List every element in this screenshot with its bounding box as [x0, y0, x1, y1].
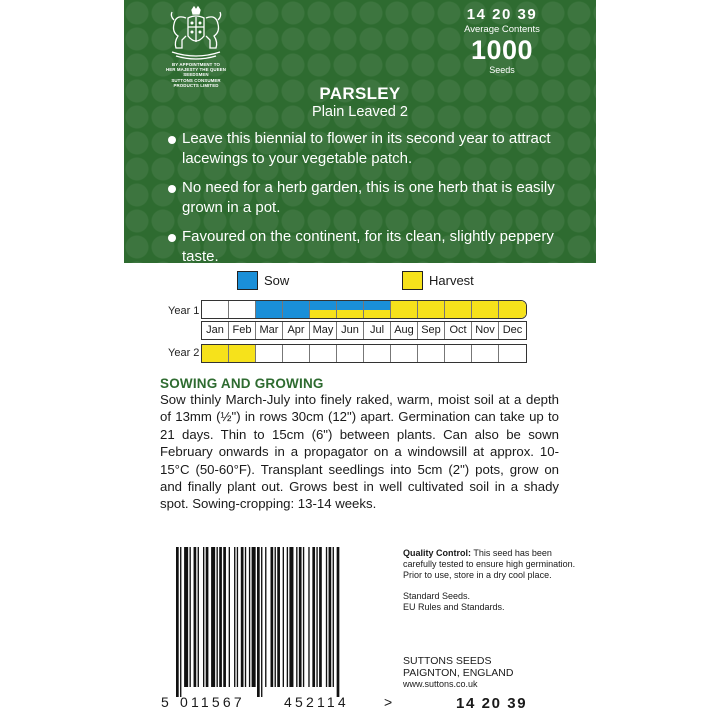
- barcode-bar: [312, 547, 315, 687]
- year1-row: [201, 300, 527, 319]
- barcode-bar: [289, 547, 293, 687]
- bullet-icon: [168, 136, 176, 144]
- company-address: [403, 656, 583, 691]
- barcode-bar: [308, 547, 309, 687]
- calendar-legend: [124, 271, 596, 291]
- seeds-label: Seeds: [489, 65, 515, 75]
- barcode-bar: [299, 547, 302, 687]
- year2-cell-jul: [364, 345, 391, 362]
- year1-cell-jul: [364, 301, 391, 318]
- sow-label: Sow: [264, 273, 290, 288]
- barcode-bar: [241, 547, 244, 687]
- barcode-bar: [287, 547, 288, 687]
- feature-list: [168, 129, 578, 263]
- product-code: 14 20 39: [466, 6, 538, 23]
- header-panel: [124, 0, 596, 263]
- year1-cell-dec: [499, 301, 526, 318]
- year1-label: Year 1: [168, 305, 200, 317]
- seed-count: 1000: [470, 35, 534, 65]
- barcode-bar: [337, 547, 340, 697]
- company-name: SUTTONS SEEDS: [403, 655, 492, 667]
- month-label-sep: Sep: [418, 322, 445, 339]
- month-label-jun: Jun: [337, 322, 364, 339]
- year2-cell-feb: [229, 345, 256, 362]
- harvest-swatch: [402, 271, 423, 290]
- barcode-bar: [316, 547, 317, 687]
- barcode-bar: [219, 547, 222, 687]
- product-name: PARSLEY: [319, 84, 401, 103]
- royal-warrant-text: BY APPOINTMENT TO HER MAJESTY THE QUEEN SEEDSMEN SUTTONS CONSUMER PRODUCTS LIMITED: [165, 62, 227, 88]
- year2-cell-may: [310, 345, 337, 362]
- year2-cell-jun: [337, 345, 364, 362]
- company-website: www.suttons.co.uk: [403, 679, 478, 689]
- barcode-bar: [229, 547, 230, 687]
- barcode-bar: [176, 547, 179, 697]
- barcode-bar: [190, 547, 191, 687]
- barcode-bar: [234, 547, 235, 687]
- year2-cell-sep: [418, 345, 445, 362]
- year1-cell-apr: [283, 301, 310, 318]
- year2-cell-apr: [283, 345, 310, 362]
- quality-control-info: [403, 548, 583, 613]
- sowing-body: Sow thinly March-July into finely raked, warm, moist soil at a depth of 13mm (½") in rows 30cm (12") apart. Germination can take up to 21 days. Thin to 15cm (6") between plants. Can also be sown February onwards in a propagator on a windowsill at approx. 10-15°C (50-60°F). Transplant seedlings into 5cm (2") pots, grow on and finally plant out. Grows best in well cultivated soil in a shady spot. Sowing-cropping: 13-14 weeks.: [160, 392, 559, 512]
- barcode-bar: [180, 547, 181, 697]
- barcode-bar: [206, 547, 209, 687]
- month-label-dec: Dec: [502, 324, 523, 336]
- month-label-feb: Feb: [229, 322, 256, 339]
- barcode-bar: [184, 547, 188, 687]
- product-code-bottom: 14 20 39: [456, 695, 528, 712]
- month-label-nov: Nov: [472, 322, 499, 339]
- year2-cell-jan: [202, 345, 229, 362]
- barcode-bar: [211, 547, 215, 687]
- year1-cell-feb: [229, 301, 256, 318]
- month-label-oct: Oct: [445, 322, 472, 339]
- barcode-bar: [271, 547, 274, 687]
- barcode-bar: [333, 547, 334, 687]
- barcode-bar: [303, 547, 304, 687]
- year1-cell-aug: [391, 301, 418, 318]
- barcode-bar: [198, 547, 199, 687]
- barcode-bar: [319, 547, 322, 687]
- qc-heading: Quality Control:: [403, 548, 471, 558]
- list-item: Favoured on the continent, for its clean, slightly peppery taste.: [168, 227, 578, 263]
- barcode-bar: [277, 547, 280, 687]
- month-label-may: May: [310, 322, 337, 339]
- month-label-mar: Mar: [256, 322, 283, 339]
- year2-cell-aug: [391, 345, 418, 362]
- sowing-heading: SOWING AND GROWING: [160, 376, 324, 391]
- month-label-aug: Aug: [391, 322, 418, 339]
- barcode-bar: [217, 547, 218, 687]
- bullet-icon: [168, 185, 176, 193]
- bullet-icon: [168, 234, 176, 242]
- barcode-bar: [203, 547, 204, 687]
- standard-line-2: EU Rules and Standards.: [403, 602, 505, 612]
- year1-cell-oct: [445, 301, 472, 318]
- barcode-digits-left: 011567: [180, 694, 245, 710]
- product-variety: Plain Leaved 2: [312, 104, 408, 120]
- barcode-bar: [249, 547, 250, 687]
- sow-swatch: [237, 271, 258, 290]
- month-label-jul: Jul: [364, 322, 391, 339]
- barcode-digit-first: 5: [161, 694, 172, 710]
- month-label-jan: Jan: [202, 322, 229, 339]
- standard-line-1: Standard Seeds.: [403, 591, 471, 601]
- year1-cell-jan: [202, 301, 229, 318]
- barcode-bar: [275, 547, 276, 687]
- barcode-bar: [223, 547, 226, 687]
- barcode-bar: [296, 547, 297, 687]
- barcode-bar: [237, 547, 238, 687]
- year2-label: Year 2: [168, 347, 200, 359]
- company-town: PAIGNTON, ENGLAND: [403, 666, 514, 679]
- barcode-bar: [194, 547, 197, 687]
- barcode-bar: [261, 547, 262, 697]
- list-item: No need for a herb garden, this is one herb that is easily grown in a pot.: [168, 178, 578, 218]
- month-label-apr: Apr: [283, 322, 310, 339]
- barcode-bar: [265, 547, 266, 687]
- year2-cell-nov: [472, 345, 499, 362]
- barcode-bar: [283, 547, 284, 687]
- barcode-bar: [257, 547, 260, 697]
- average-contents-label: Average Contents: [464, 24, 540, 35]
- harvest-label: Harvest: [429, 273, 474, 288]
- barcode-digits-right: 452114: [284, 694, 349, 710]
- product-code-block: [432, 6, 572, 75]
- qc-text: This seed has been carefully tested to ensure high germination. Prior to use, store in a dry cool place.: [403, 548, 576, 580]
- product-title: [124, 84, 596, 120]
- barcode: [164, 547, 389, 709]
- year1-cell-mar: [256, 301, 283, 318]
- barcode-bar: [329, 547, 332, 687]
- barcode-end-mark: >: [384, 694, 396, 710]
- year1-cell-nov: [472, 301, 499, 318]
- barcode-bar: [252, 547, 256, 687]
- barcode-bar: [245, 547, 246, 687]
- year2-row: [201, 344, 527, 363]
- year1-cell-may: [310, 301, 337, 318]
- year2-cell-oct: [445, 345, 472, 362]
- year1-cell-sep: [418, 301, 445, 318]
- month-row: [201, 321, 527, 340]
- seed-packet-back: [124, 0, 596, 720]
- list-item: Leave this biennial to flower in its second year to attract lacewings to your vegetable patch.: [168, 129, 578, 169]
- year2-cell-dec: [499, 345, 526, 362]
- year2-cell-mar: [256, 345, 283, 362]
- barcode-bar: [326, 547, 327, 687]
- year1-cell-jun: [337, 301, 364, 318]
